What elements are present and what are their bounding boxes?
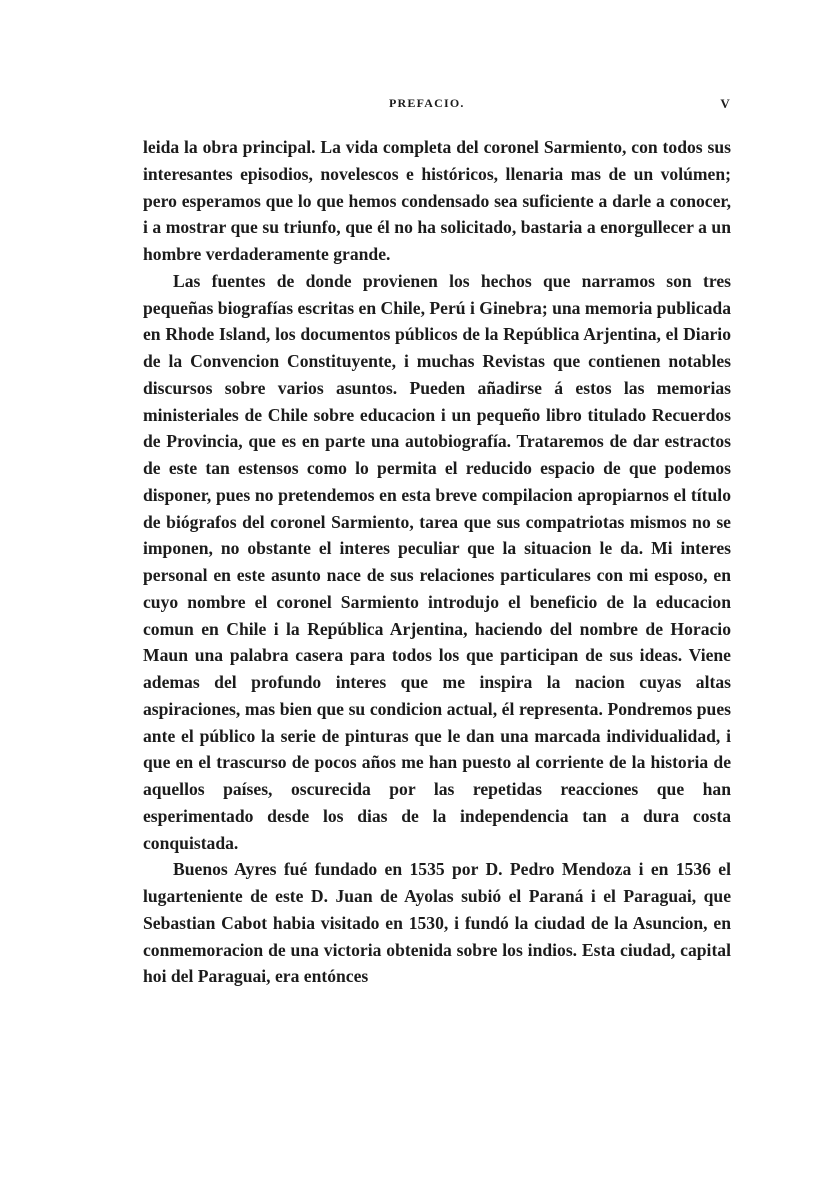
page-number: V — [720, 96, 731, 111]
paragraph-continuation: leida la obra principal. La vida completa del coronel Sarmiento, con todos sus interesantes episodios, novelescos e históricos, llenaria mas de un volúmen; pero esperamos que lo que hemos condensado sea suficiente a darle a conocer, i a mostrar que su triunfo, que él no ha solicitado, bastaria a enorgullecer a un hombre verdaderamente grande. — [143, 137, 731, 264]
body-text — [143, 134, 731, 990]
running-header — [143, 96, 731, 112]
paragraph-sources: Las fuentes de donde provienen los hechos que narramos son tres pequeñas biografías escritas en Chile, Perú i Ginebra; una memoria publicada en Rhode Island, los documentos públicos de la República Arjentina, el Diario de la Convencion Constituyente, i muchas Revistas que contienen notables discursos sobre varios asuntos. Pueden añadirse á estos las memorias ministeriales de Chile sobre educacion i un pequeño libro titulado Recuerdos de Provincia, que es en parte una autobiografía. Trataremos de dar estractos de este tan estensos como lo permita el reducido espacio de que podemos disponer, pues no pretendemos en esta breve compilacion apropiarnos el título de biógrafos del coronel Sarmiento, tarea que sus compatriotas mismos no se imponen, no obstante el interes peculiar que la situacion le da. Mi interes personal en este asunto nace de sus relaciones particulares con mi esposo, en cuyo nombre el coronel Sarmiento introdujo el beneficio de la educacion comun en Chile i la República Arjentina, haciendo del nombre de Horacio Maun una palabra casera para todos los que participan de sus ideas. Viene ademas del profundo interes que me inspira la nacion cuyas altas aspiraciones, mas bien que su condicion actual, él representa. Pondremos pues ante el público la serie de pinturas que le dan una marcada individualidad, i que en el trascurso de pocos años me han puesto al corriente de la historia de aquellos países, oscurecida por las repetidas reacciones que han esperimentado desde los dias de la independencia tan a dura costa conquistada. — [143, 270, 731, 853]
running-title: PREFACIO. — [389, 96, 465, 110]
paragraph-buenos-ayres: Buenos Ayres fué fundado en 1535 por D. Pedro Mendoza i en 1536 el lugarteniente de este D. Juan de Ayolas subió el Paraná i el Paraguai, que Sebastian Cabot habia visitado en 1530, i fundó la ciudad de la Asuncion, en conmemoracion de una victoria obtenida sobre los indios. Esta ciudad, capital hoi del Paraguai, era entónces — [143, 859, 731, 987]
